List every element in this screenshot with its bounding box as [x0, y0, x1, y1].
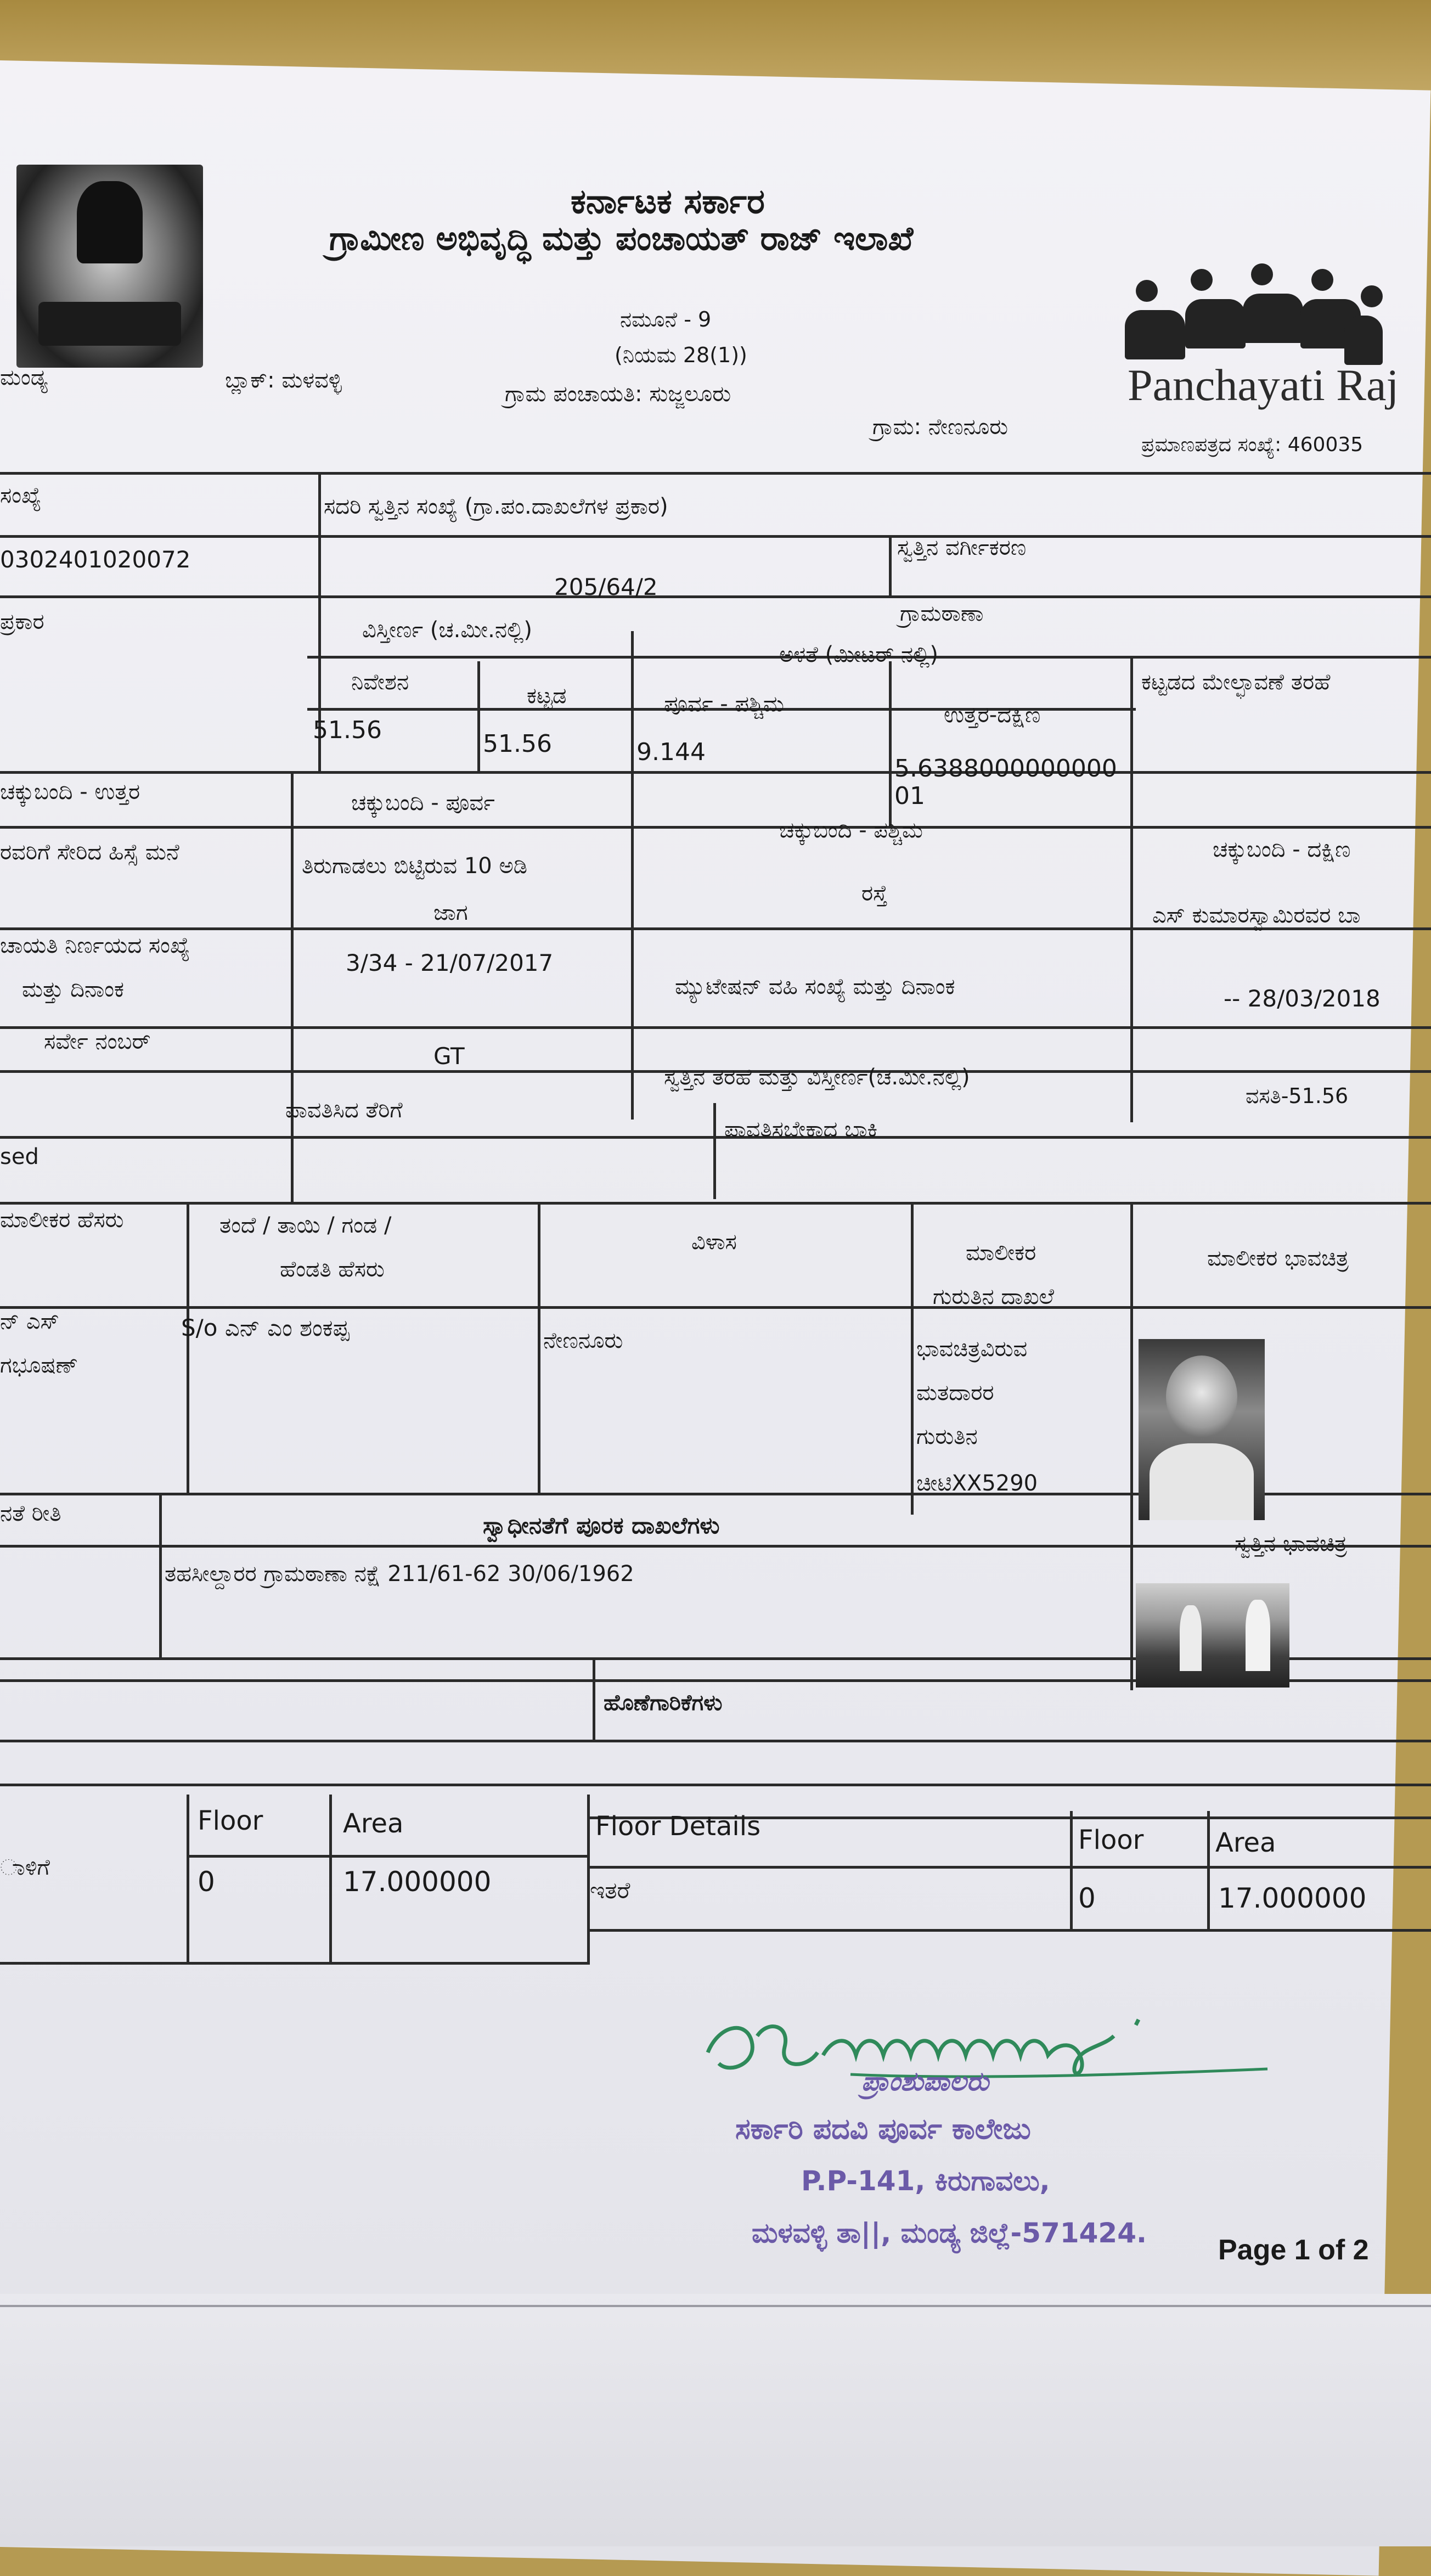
- floor-details-header: Floor Details: [595, 1811, 761, 1842]
- property-photo: [1136, 1583, 1289, 1688]
- block: ಬ್ಲಾಕ್: ಮಳವಳ್ಳಿ: [225, 368, 342, 393]
- area-label: ವಿಸ್ತೀರ್ಣ (ಚ.ಮೀ.ನಲ್ಲಿ): [362, 617, 532, 643]
- roof-type-label: ಕಟ್ಟಡದ ಮೇಲ್ಛಾವಣೆ ತರಹೆ: [1141, 670, 1331, 695]
- measure-label: ಅಳತೆ (ಮೀಟರ್ ನಲ್ಲಿ): [779, 642, 939, 667]
- gram-panchayat: ಗ್ರಾಮ ಪಂಚಾಯತಿ: ಸುಜ್ಜಲೂರು: [505, 381, 731, 407]
- property-type-area-label: ಸ್ವತ್ತಿನ ತರಹೆ ಮತ್ತು ವಿಸ್ತೀರ್ಣ(ಚ.ಮೀ.ನಲ್ಲಿ): [664, 1065, 970, 1090]
- north-boundary-label: ಚಕ್ಕುಬಂದಿ - ಉತ್ತರ: [0, 779, 140, 805]
- stamp-line-2: P.P-141, ಕಿರುಗಾವಲು,: [801, 2165, 1050, 2197]
- floor-value-left: 0: [198, 1866, 215, 1898]
- tax-paid-label: ಪಾವತಿಸಿದ ತೆರಿಗೆ: [285, 1098, 403, 1123]
- north-south-label: ಉತ್ತರ-ದಕ್ಷಿಣ: [944, 702, 1041, 728]
- tax-due-label: ಪಾವತಿಸಬೇಕಾದ ಬಾಕಿ: [724, 1117, 878, 1142]
- owner-name-1: ನ್ ಎಸ್: [0, 1309, 59, 1334]
- owner-relation: S/o ಎನ್ ಎಂ ಶಂಕಪ್ಪ: [181, 1314, 350, 1341]
- resolution-label-2: ಮತ್ತು ದಿನಾಂಕ: [22, 977, 124, 1002]
- west-boundary: ರಸ್ತೆ: [861, 881, 888, 906]
- survey-number-label: ಸರ್ವೇ ನಂಬರ್: [44, 1029, 151, 1054]
- resolution-value: 3/34 - 21/07/2017: [346, 949, 554, 976]
- floor-row-label: ಾಳಿಗೆ: [0, 1855, 50, 1880]
- north-boundary: ರವರಿಗೆ ಸೇರಿದ ಹಿಸ್ಸೆ ಮನೆ: [0, 840, 179, 865]
- certificate-number: ಪ್ರಮಾಣಪತ್ರದ ಸಂಖ್ಯೆ: 460035: [1141, 434, 1364, 456]
- owner-name-2: ಗಭೂಷಣ್: [0, 1353, 78, 1378]
- area-header-left: Area: [343, 1808, 404, 1839]
- owner-id-label-1: ಮಾಲೀಕರ: [966, 1240, 1036, 1265]
- area-value-right: 17.000000: [1218, 1882, 1367, 1914]
- property-id: 0302401020072: [0, 546, 191, 573]
- owner-id-2: ಮತದಾರರ: [916, 1380, 994, 1405]
- survey-number: GT: [433, 1043, 465, 1070]
- relation-label-1: ತಂದೆ / ತಾಯಿ / ಗಂಡ /: [219, 1213, 392, 1238]
- east-boundary-1: ತಿರುಗಾಡಲು ಬಿಟ್ಟಿರುವ 10 ಅಡಿ: [302, 853, 528, 879]
- panchayati-raj-text: Panchayati Raj: [1128, 360, 1399, 410]
- page-number: Page 1 of 2: [1218, 2234, 1369, 2266]
- west-boundary-label: ಚಕ್ಕುಬಂದಿ - ಪಶ್ಚಿಮ: [779, 818, 923, 843]
- tax-row-label: sed: [0, 1144, 39, 1169]
- property-type-area: ವಸತಿ-51.56: [1246, 1084, 1349, 1108]
- stamp-line-3: ಮಳವಳ್ಳಿ ತಾ||, ಮಂಡ್ಯ ಜಿಲ್ಲೆ-571424.: [752, 2217, 1147, 2249]
- owner-id-3: ಗುರುತಿನ: [916, 1424, 978, 1449]
- classification-label: ಸ್ವತ್ತಿನ ವರ್ಗೀಕರಣ: [897, 535, 1027, 560]
- gov-title: ಕರ್ನಾಟಕ ಸರ್ಕಾರ: [571, 181, 765, 221]
- owner-address: ನೇಣನೂರು: [543, 1328, 623, 1353]
- stamp-line-1: ಸರ್ಕಾರಿ ಪದವಿ ಪೂರ್ವ ಕಾಲೇಜು: [735, 2113, 1031, 2146]
- property-photo-label: ಸ್ವತ್ತಿನ ಭಾವಚಿತ್ರ: [1235, 1531, 1347, 1556]
- floor-detail-value: ಇತರೆ: [590, 1877, 630, 1904]
- mutation-value: -- 28/03/2018: [1224, 985, 1381, 1012]
- south-boundary: ಎಸ್ ಕುಮಾರಸ್ವಾಮಿರವರ ಬಾ: [1152, 903, 1361, 928]
- area-header-right: Area: [1215, 1827, 1276, 1858]
- type-label: ಪ್ರಕಾರ: [0, 609, 44, 634]
- east-west-value: 9.144: [636, 738, 706, 766]
- ownership-document: ತಹಸೀಲ್ದಾರರ ಗ್ರಾಮಠಾಣಾ ನಕ್ಷೆ 211/61-62 30/06/1962: [165, 1561, 634, 1587]
- south-boundary-label: ಚಕ್ಕುಬಂದಿ - ದಕ್ಷಿಣ: [1213, 837, 1351, 862]
- north-south-value-1: 5.6388000000000: [894, 755, 1117, 783]
- east-boundary-label: ಚಕ್ಕುಬಂದಿ - ಪೂರ್ವ: [351, 790, 495, 815]
- form-number: ನಮೂನೆ - 9: [620, 307, 712, 331]
- owner-id-4: ಚೀಟಿXX5290: [916, 1471, 1038, 1496]
- panchayati-raj-logo-icon: [1125, 258, 1388, 362]
- ownership-mode-label: ನತೆ ರೀತಿ: [0, 1501, 61, 1526]
- floor-header-right: Floor: [1078, 1825, 1144, 1855]
- site-area: 51.56: [313, 716, 382, 744]
- classification-value: ಗ್ರಾಮಠಾಣಾ: [900, 601, 984, 626]
- resolution-label-1: ಚಾಯತಿ ನಿರ್ಣಯದ ಸಂಖ್ಯೆ: [0, 933, 190, 958]
- owner-name-label: ಮಾಲೀಕರ ಹೆಸರು: [0, 1207, 124, 1233]
- owner-photo: [1139, 1339, 1265, 1520]
- floor-value-right: 0: [1078, 1882, 1096, 1914]
- ownership-docs-label: ಸ್ವಾಧೀನತೆಗೆ ಪೂರಕ ದಾಖಲೆಗಳು: [483, 1512, 720, 1539]
- building-label: ಕಟ್ಟಡ: [527, 683, 567, 708]
- property-number-label: ಸದರಿ ಸ್ವತ್ತಿನ ಸಂಖ್ಯೆ (ಗ್ರಾ.ಪಂ.ದಾಖಲೆಗಳ ಪ್ರಕಾರ): [324, 494, 668, 519]
- property-number: 205/64/2: [554, 573, 658, 600]
- stamp-title: ಪ್ರಾಂಶುಪಾಲರು: [861, 2066, 989, 2097]
- area-value-left: 17.000000: [343, 1866, 492, 1898]
- north-south-value-2: 01: [894, 782, 925, 810]
- address-label: ವಿಳಾಸ: [691, 1229, 737, 1255]
- owner-id-label-2: ಗುರುತಿನ ದಾಖಲೆ: [933, 1284, 1054, 1309]
- dept-title: ಗ್ರಾಮೀಣ ಅಭಿವೃದ್ಧಿ ಮತ್ತು ಪಂಚಾಯತ್ ರಾಜ್ ಇಲಾಖೆ: [329, 220, 914, 258]
- mutation-label: ಮ್ಯುಟೇಷನ್ ವಹಿ ಸಂಖ್ಯೆ ಮತ್ತು ದಿನಾಂಕ: [675, 974, 955, 999]
- liabilities-label: ಹೊಣೆಗಾರಿಕೆಗಳು: [604, 1690, 723, 1716]
- owner-id-1: ಭಾವಚಿತ್ರವಿರುವ: [916, 1336, 1028, 1362]
- east-boundary-2: ಜಾಗ: [433, 900, 468, 925]
- district: ಮಂಡ್ಯ: [0, 365, 48, 390]
- village: ಗ್ರಾಮ: ನೇಣನೂರು: [872, 414, 1009, 440]
- site-label: ನಿವೇಶನ: [351, 670, 409, 695]
- form-rule: (ನಿಯಮ 28(1)): [615, 343, 747, 367]
- owner-photo-label: ಮಾಲೀಕರ ಭಾವಚಿತ್ರ: [1207, 1246, 1349, 1271]
- building-area: 51.56: [483, 730, 552, 758]
- karnataka-emblem-icon: [16, 165, 203, 368]
- floor-header-left: Floor: [198, 1806, 263, 1836]
- relation-label-2: ಹೆಂಡತಿ ಹೆಸರು: [280, 1257, 385, 1282]
- east-west-label: ಪೂರ್ವ - ಪಶ್ಚಿಮ: [664, 691, 784, 717]
- number-label: ಸಂಖ್ಯೆ: [0, 483, 42, 508]
